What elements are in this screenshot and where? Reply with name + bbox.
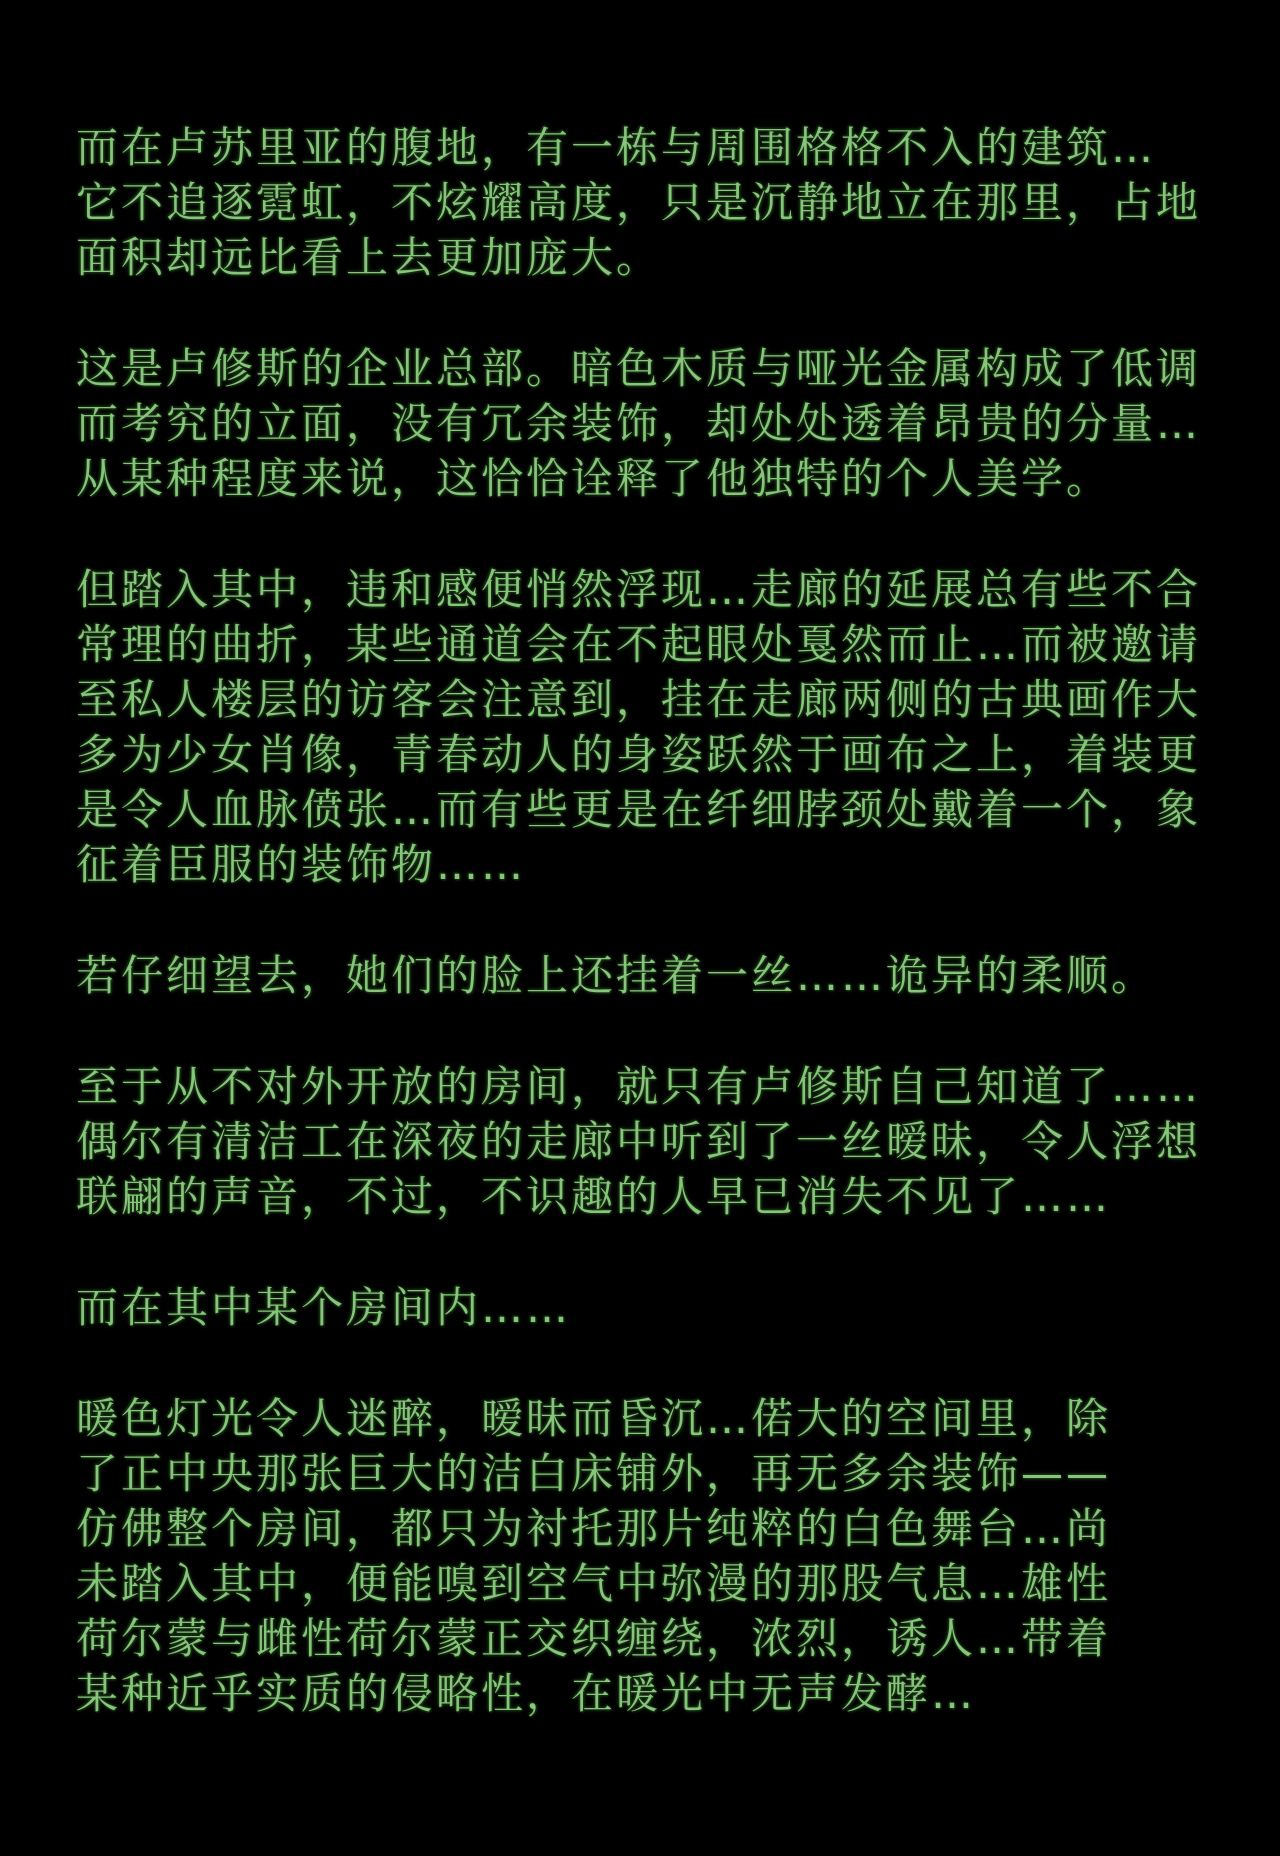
paragraph-5 xyxy=(76,1059,1226,1224)
paragraph-6 xyxy=(76,1280,1226,1335)
paragraph-4 xyxy=(76,948,1226,1003)
text-line: 至私人楼层的访客会注意到，挂在走廊两侧的古典画作大 xyxy=(76,675,1202,724)
text-line: 而在卢苏里亚的腹地，有一栋与周围格格不入的建筑… xyxy=(76,123,1157,172)
text-line: 这是卢修斯的企业总部。暗色木质与哑光金属构成了低调 xyxy=(76,344,1202,393)
text-line: 未踏入其中，便能嗅到空气中弥漫的那股气息…雄性 xyxy=(76,1559,1112,1608)
text-line: 是令人血脉偾张…而有些更是在纤细脖颈处戴着一个，象 xyxy=(76,785,1202,834)
text-line: 至于从不对外开放的房间，就只有卢修斯自己知道了…… xyxy=(76,1062,1202,1111)
text-line: 它不追逐霓虹，不炫耀高度，只是沉静地立在那里，占地 xyxy=(76,178,1202,227)
text-line: 从某种程度来说，这恰恰诠释了他独特的个人美学。 xyxy=(76,454,1112,503)
text-line: 了正中央那张巨大的洁白床铺外，再无多余装饰—— xyxy=(76,1449,1112,1498)
text-line: 偶尔有清洁工在深夜的走廊中听到了一丝暧昧，令人浮想 xyxy=(76,1117,1202,1166)
text-line: 但踏入其中，违和感便悄然浮现…走廊的延展总有些不合 xyxy=(76,565,1202,614)
text-line: 而考究的立面，没有冗余装饰，却处处透着昂贵的分量… xyxy=(76,399,1202,448)
paragraph-2 xyxy=(76,341,1226,506)
text-line: 某种近乎实质的侵略性，在暖光中无声发酵… xyxy=(76,1669,977,1718)
story-text xyxy=(76,120,1226,1777)
text-line: 常理的曲折，某些通道会在不起眼处戛然而止…而被邀请 xyxy=(76,620,1202,669)
text-line: 面积却远比看上去更加庞大。 xyxy=(76,233,662,282)
text-line: 而在其中某个房间内…… xyxy=(76,1283,572,1332)
paragraph-7 xyxy=(76,1391,1226,1721)
text-line: 暖色灯光令人迷醉，暧昧而昏沉…偌大的空间里，除 xyxy=(76,1394,1112,1443)
text-line: 多为少女肖像，青春动人的身姿跃然于画布之上，着装更 xyxy=(76,730,1202,779)
paragraph-3 xyxy=(76,562,1226,892)
text-line: 荷尔蒙与雌性荷尔蒙正交织缠绕，浓烈，诱人…带着 xyxy=(76,1614,1112,1663)
text-line: 若仔细望去，她们的脸上还挂着一丝……诡异的柔顺。 xyxy=(76,951,1157,1000)
text-line: 仿佛整个房间，都只为衬托那片纯粹的白色舞台…尚 xyxy=(76,1504,1112,1553)
paragraph-1 xyxy=(76,120,1226,285)
text-line: 联翩的声音，不过，不识趣的人早已消失不见了…… xyxy=(76,1172,1112,1221)
text-line: 征着臣服的装饰物…… xyxy=(76,840,527,889)
